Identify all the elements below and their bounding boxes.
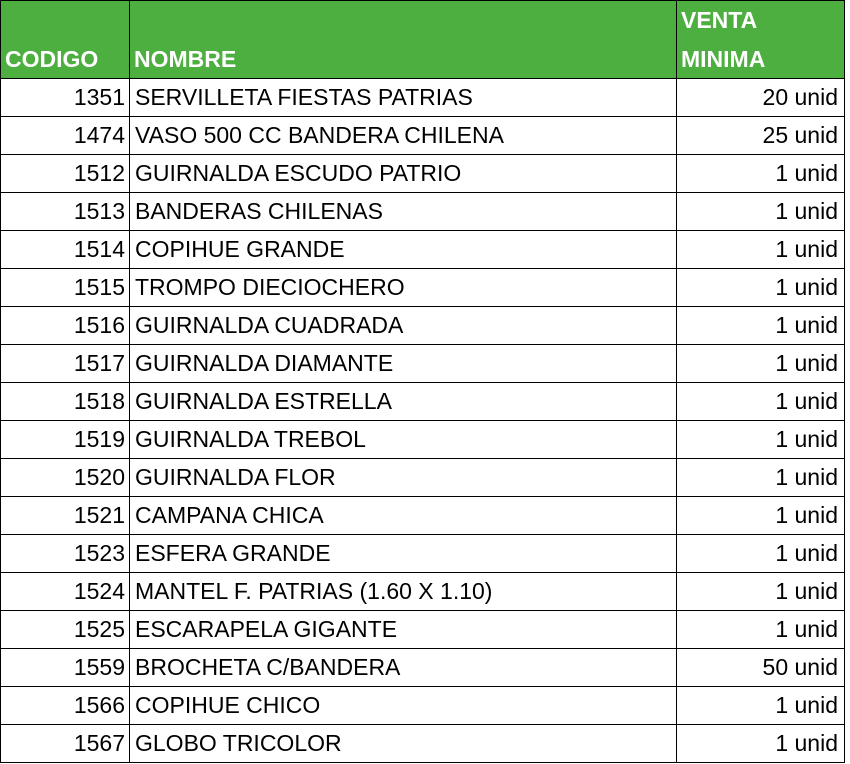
codigo-cell[interactable]: 1524 [1,573,130,611]
venta-minima-cell[interactable]: 20 unid [677,79,845,117]
codigo-cell[interactable]: 1512 [1,155,130,193]
codigo-cell[interactable]: 1566 [1,687,130,725]
nombre-cell[interactable]: MANTEL F. PATRIAS (1.60 X 1.10) [130,573,677,611]
table-row [1,117,845,155]
header-row-bottom [1,41,845,79]
nombre-cell[interactable]: GUIRNALDA TREBOL [130,421,677,459]
codigo-cell[interactable]: 1351 [1,79,130,117]
venta-minima-cell[interactable]: 1 unid [677,725,845,763]
nombre-cell[interactable]: CAMPANA CHICA [130,497,677,535]
nombre-cell[interactable]: TROMPO DIECIOCHERO [130,269,677,307]
table-row [1,79,845,117]
nombre-cell[interactable]: VASO 500 CC BANDERA CHILENA [130,117,677,155]
table-row [1,459,845,497]
nombre-cell[interactable]: COPIHUE GRANDE [130,231,677,269]
table-row [1,231,845,269]
table-row [1,155,845,193]
venta-minima-cell[interactable]: 1 unid [677,307,845,345]
venta-minima-cell[interactable]: 50 unid [677,649,845,687]
header-cell-codigo[interactable]: CODIGO [1,41,130,79]
venta-minima-cell[interactable]: 1 unid [677,611,845,649]
nombre-cell[interactable]: ESCARAPELA GIGANTE [130,611,677,649]
codigo-cell[interactable]: 1513 [1,193,130,231]
codigo-cell[interactable]: 1519 [1,421,130,459]
codigo-cell[interactable]: 1474 [1,117,130,155]
nombre-cell[interactable]: GUIRNALDA FLOR [130,459,677,497]
codigo-cell[interactable]: 1518 [1,383,130,421]
venta-minima-cell[interactable]: 1 unid [677,383,845,421]
codigo-cell[interactable]: 1559 [1,649,130,687]
table-row [1,573,845,611]
header-row-top [1,1,845,41]
codigo-cell[interactable]: 1523 [1,535,130,573]
venta-minima-cell[interactable]: 1 unid [677,269,845,307]
header-cell-minima[interactable]: MINIMA [677,41,845,79]
venta-minima-cell[interactable]: 1 unid [677,421,845,459]
venta-minima-cell[interactable]: 1 unid [677,459,845,497]
table-row [1,269,845,307]
nombre-cell[interactable]: COPIHUE CHICO [130,687,677,725]
codigo-cell[interactable]: 1525 [1,611,130,649]
nombre-cell[interactable]: BROCHETA C/BANDERA [130,649,677,687]
venta-minima-cell[interactable]: 1 unid [677,687,845,725]
codigo-cell[interactable]: 1567 [1,725,130,763]
table-row [1,383,845,421]
nombre-cell[interactable]: GLOBO TRICOLOR [130,725,677,763]
codigo-cell[interactable]: 1521 [1,497,130,535]
venta-minima-cell[interactable]: 1 unid [677,345,845,383]
venta-minima-cell[interactable]: 1 unid [677,193,845,231]
nombre-cell[interactable]: GUIRNALDA ESCUDO PATRIO [130,155,677,193]
table-row [1,611,845,649]
table-row [1,687,845,725]
codigo-cell[interactable]: 1520 [1,459,130,497]
venta-minima-cell[interactable]: 1 unid [677,573,845,611]
nombre-cell[interactable]: SERVILLETA FIESTAS PATRIAS [130,79,677,117]
codigo-cell[interactable]: 1517 [1,345,130,383]
codigo-cell[interactable]: 1514 [1,231,130,269]
nombre-cell[interactable]: ESFERA GRANDE [130,535,677,573]
venta-minima-cell[interactable]: 25 unid [677,117,845,155]
header-cell-nombre-top[interactable] [130,1,677,41]
table-row [1,497,845,535]
table-row [1,345,845,383]
nombre-cell[interactable]: GUIRNALDA DIAMANTE [130,345,677,383]
header-cell-codigo-top[interactable] [1,1,130,41]
codigo-cell[interactable]: 1515 [1,269,130,307]
nombre-cell[interactable]: GUIRNALDA CUADRADA [130,307,677,345]
venta-minima-cell[interactable]: 1 unid [677,497,845,535]
codigo-cell[interactable]: 1516 [1,307,130,345]
nombre-cell[interactable]: BANDERAS CHILENAS [130,193,677,231]
header-cell-venta[interactable]: VENTA [677,1,845,41]
venta-minima-cell[interactable]: 1 unid [677,535,845,573]
table-row [1,193,845,231]
header-cell-nombre[interactable]: NOMBRE [130,41,677,79]
venta-minima-cell[interactable]: 1 unid [677,155,845,193]
venta-minima-cell[interactable]: 1 unid [677,231,845,269]
nombre-cell[interactable]: GUIRNALDA ESTRELLA [130,383,677,421]
table-row [1,649,845,687]
table-row [1,421,845,459]
table-row [1,725,845,763]
table-row [1,535,845,573]
table-row [1,307,845,345]
